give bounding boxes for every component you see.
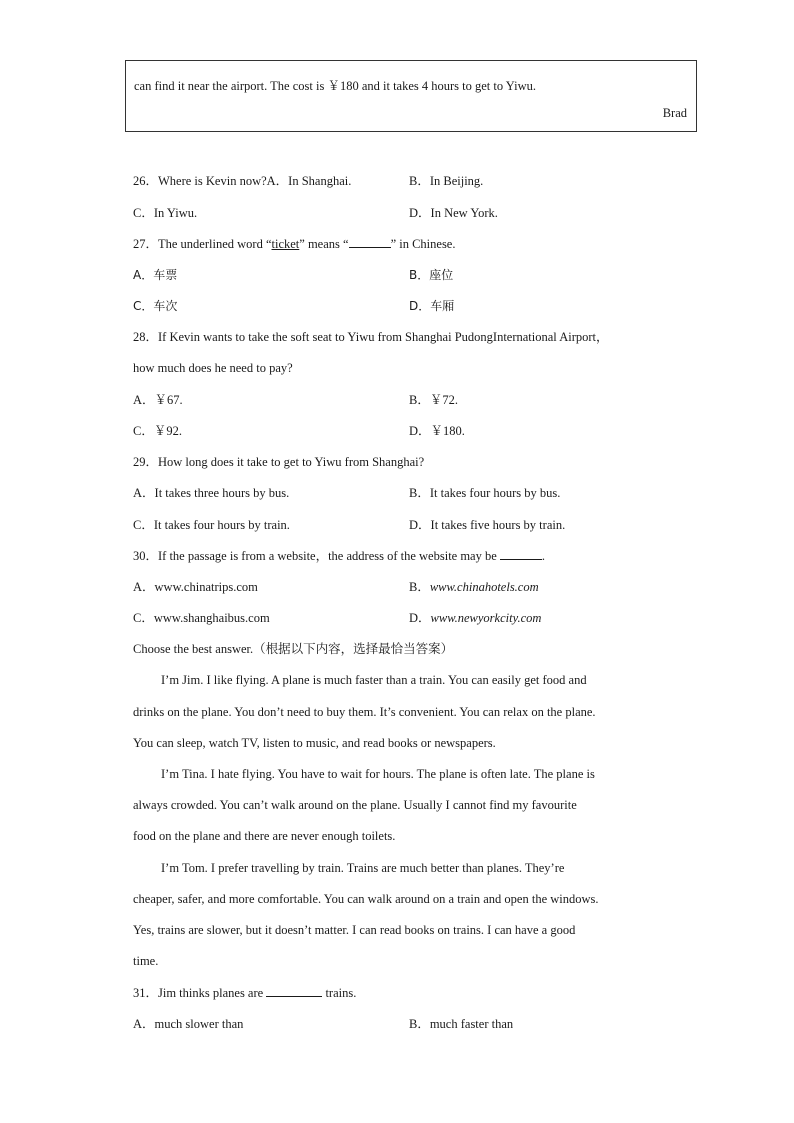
- notice-signature: Brad: [662, 106, 687, 120]
- question-28-stem-line1: 28．If Kevin wants to take the soft seat to Yiwu from Shanghai PudongInternational Airport，: [133, 330, 609, 344]
- answer-blank: [266, 985, 322, 997]
- q28-option-a[interactable]: A．￥67.: [133, 393, 183, 407]
- notice-box: [125, 60, 697, 132]
- q27-option-a[interactable]: A．车票: [133, 268, 178, 282]
- passage-line: I’m Tina. I hate flying. You have to wait for hours. The plane is often late. The plane is: [161, 767, 595, 781]
- q26-option-d[interactable]: D．In New York.: [409, 206, 498, 220]
- q28-option-b[interactable]: B．￥72.: [409, 393, 458, 407]
- passage-line: You can sleep, watch TV, listen to music, and read books or newspapers.: [133, 736, 496, 750]
- passage-line: food on the plane and there are never enough toilets.: [133, 829, 396, 843]
- question-26: [133, 173, 351, 189]
- q30-option-b-text: www.chinahotels.com: [429, 580, 539, 594]
- q28-option-d[interactable]: D．￥180.: [409, 424, 465, 438]
- q28-option-c[interactable]: C．￥92.: [133, 424, 182, 438]
- q30-option-a[interactable]: A．www.chinatrips.com: [133, 580, 258, 594]
- q27-stem-pre: 27．The underlined word “: [133, 237, 272, 251]
- question-31-stem: [133, 985, 356, 1001]
- q31-option-b[interactable]: B．much faster than: [409, 1017, 514, 1031]
- question-29-stem: 29．How long does it take to get to Yiwu from Shanghai?: [133, 455, 425, 469]
- passage-line: I’m Tom. I prefer travelling by train. Trains are much better than planes. They’re: [161, 861, 565, 875]
- q29-option-c[interactable]: C．It takes four hours by train.: [133, 518, 290, 532]
- passage-line: I’m Jim. I like flying. A plane is much faster than a train. You can easily get food and: [161, 673, 587, 687]
- passage-line: cheaper, safer, and more comfortable. You can walk around on a train and open the windows.: [133, 892, 599, 906]
- q30-option-b-label: B．: [409, 580, 430, 594]
- question-26-stem: 26．Where is Kevin now?: [133, 174, 267, 188]
- q31-stem-post: trains.: [322, 986, 357, 1000]
- answer-blank: [349, 236, 391, 248]
- passage-line: drinks on the plane. You don’t need to buy them. It’s convenient. You can relax on the plane.: [133, 705, 596, 719]
- passage-line: Yes, trains are slower, but it doesn’t matter. I can read books on trains. I can have a good: [133, 923, 576, 937]
- passage-line: time.: [133, 954, 159, 968]
- q30-stem-pre: 30．If the passage is from a website，the address of the website may be: [133, 549, 500, 563]
- question-30-stem: [133, 548, 545, 564]
- passage-line: always crowded. You can’t walk around on the plane. Usually I cannot find my favourite: [133, 798, 577, 812]
- notice-text: can find it near the airport. The cost is ￥180 and it takes 4 hours to get to Yiwu.: [134, 79, 537, 93]
- underlined-word: ticket: [271, 237, 300, 251]
- q29-option-b[interactable]: B．It takes four hours by bus.: [409, 486, 561, 500]
- q29-option-d[interactable]: D．It takes five hours by train.: [409, 518, 566, 532]
- q31-stem-pre: 31．Jim thinks planes are: [133, 986, 267, 1000]
- q30-option-d-label: D．: [409, 611, 431, 625]
- q27-stem-mid: ” means “: [299, 237, 349, 251]
- q27-option-c[interactable]: C．车次: [133, 299, 178, 313]
- section-heading: Choose the best answer.（根据以下内容，选择最恰当答案）: [133, 642, 454, 656]
- q27-option-d[interactable]: D．车厢: [409, 299, 455, 313]
- answer-blank: [500, 548, 542, 560]
- q30-stem-post: .: [541, 549, 546, 563]
- q26-option-c[interactable]: C．In Yiwu.: [133, 206, 198, 220]
- question-27-stem: [133, 236, 455, 252]
- q30-option-d-text: www.newyorkcity.com: [430, 611, 542, 625]
- q30-option-b[interactable]: [409, 579, 539, 595]
- q29-option-a[interactable]: A．It takes three hours by bus.: [133, 486, 290, 500]
- q27-stem-post: ” in Chinese.: [390, 237, 456, 251]
- q30-option-d[interactable]: [409, 610, 541, 626]
- q26-option-b[interactable]: B．In Beijing.: [409, 174, 484, 188]
- q27-option-b[interactable]: B．座位: [409, 268, 454, 282]
- q31-option-a[interactable]: A．much slower than: [133, 1017, 244, 1031]
- question-28-stem-line2: how much does he need to pay?: [133, 361, 293, 375]
- q30-option-c[interactable]: C．www.shanghaibus.com: [133, 611, 270, 625]
- q26-option-a[interactable]: A．In Shanghai.: [266, 174, 352, 188]
